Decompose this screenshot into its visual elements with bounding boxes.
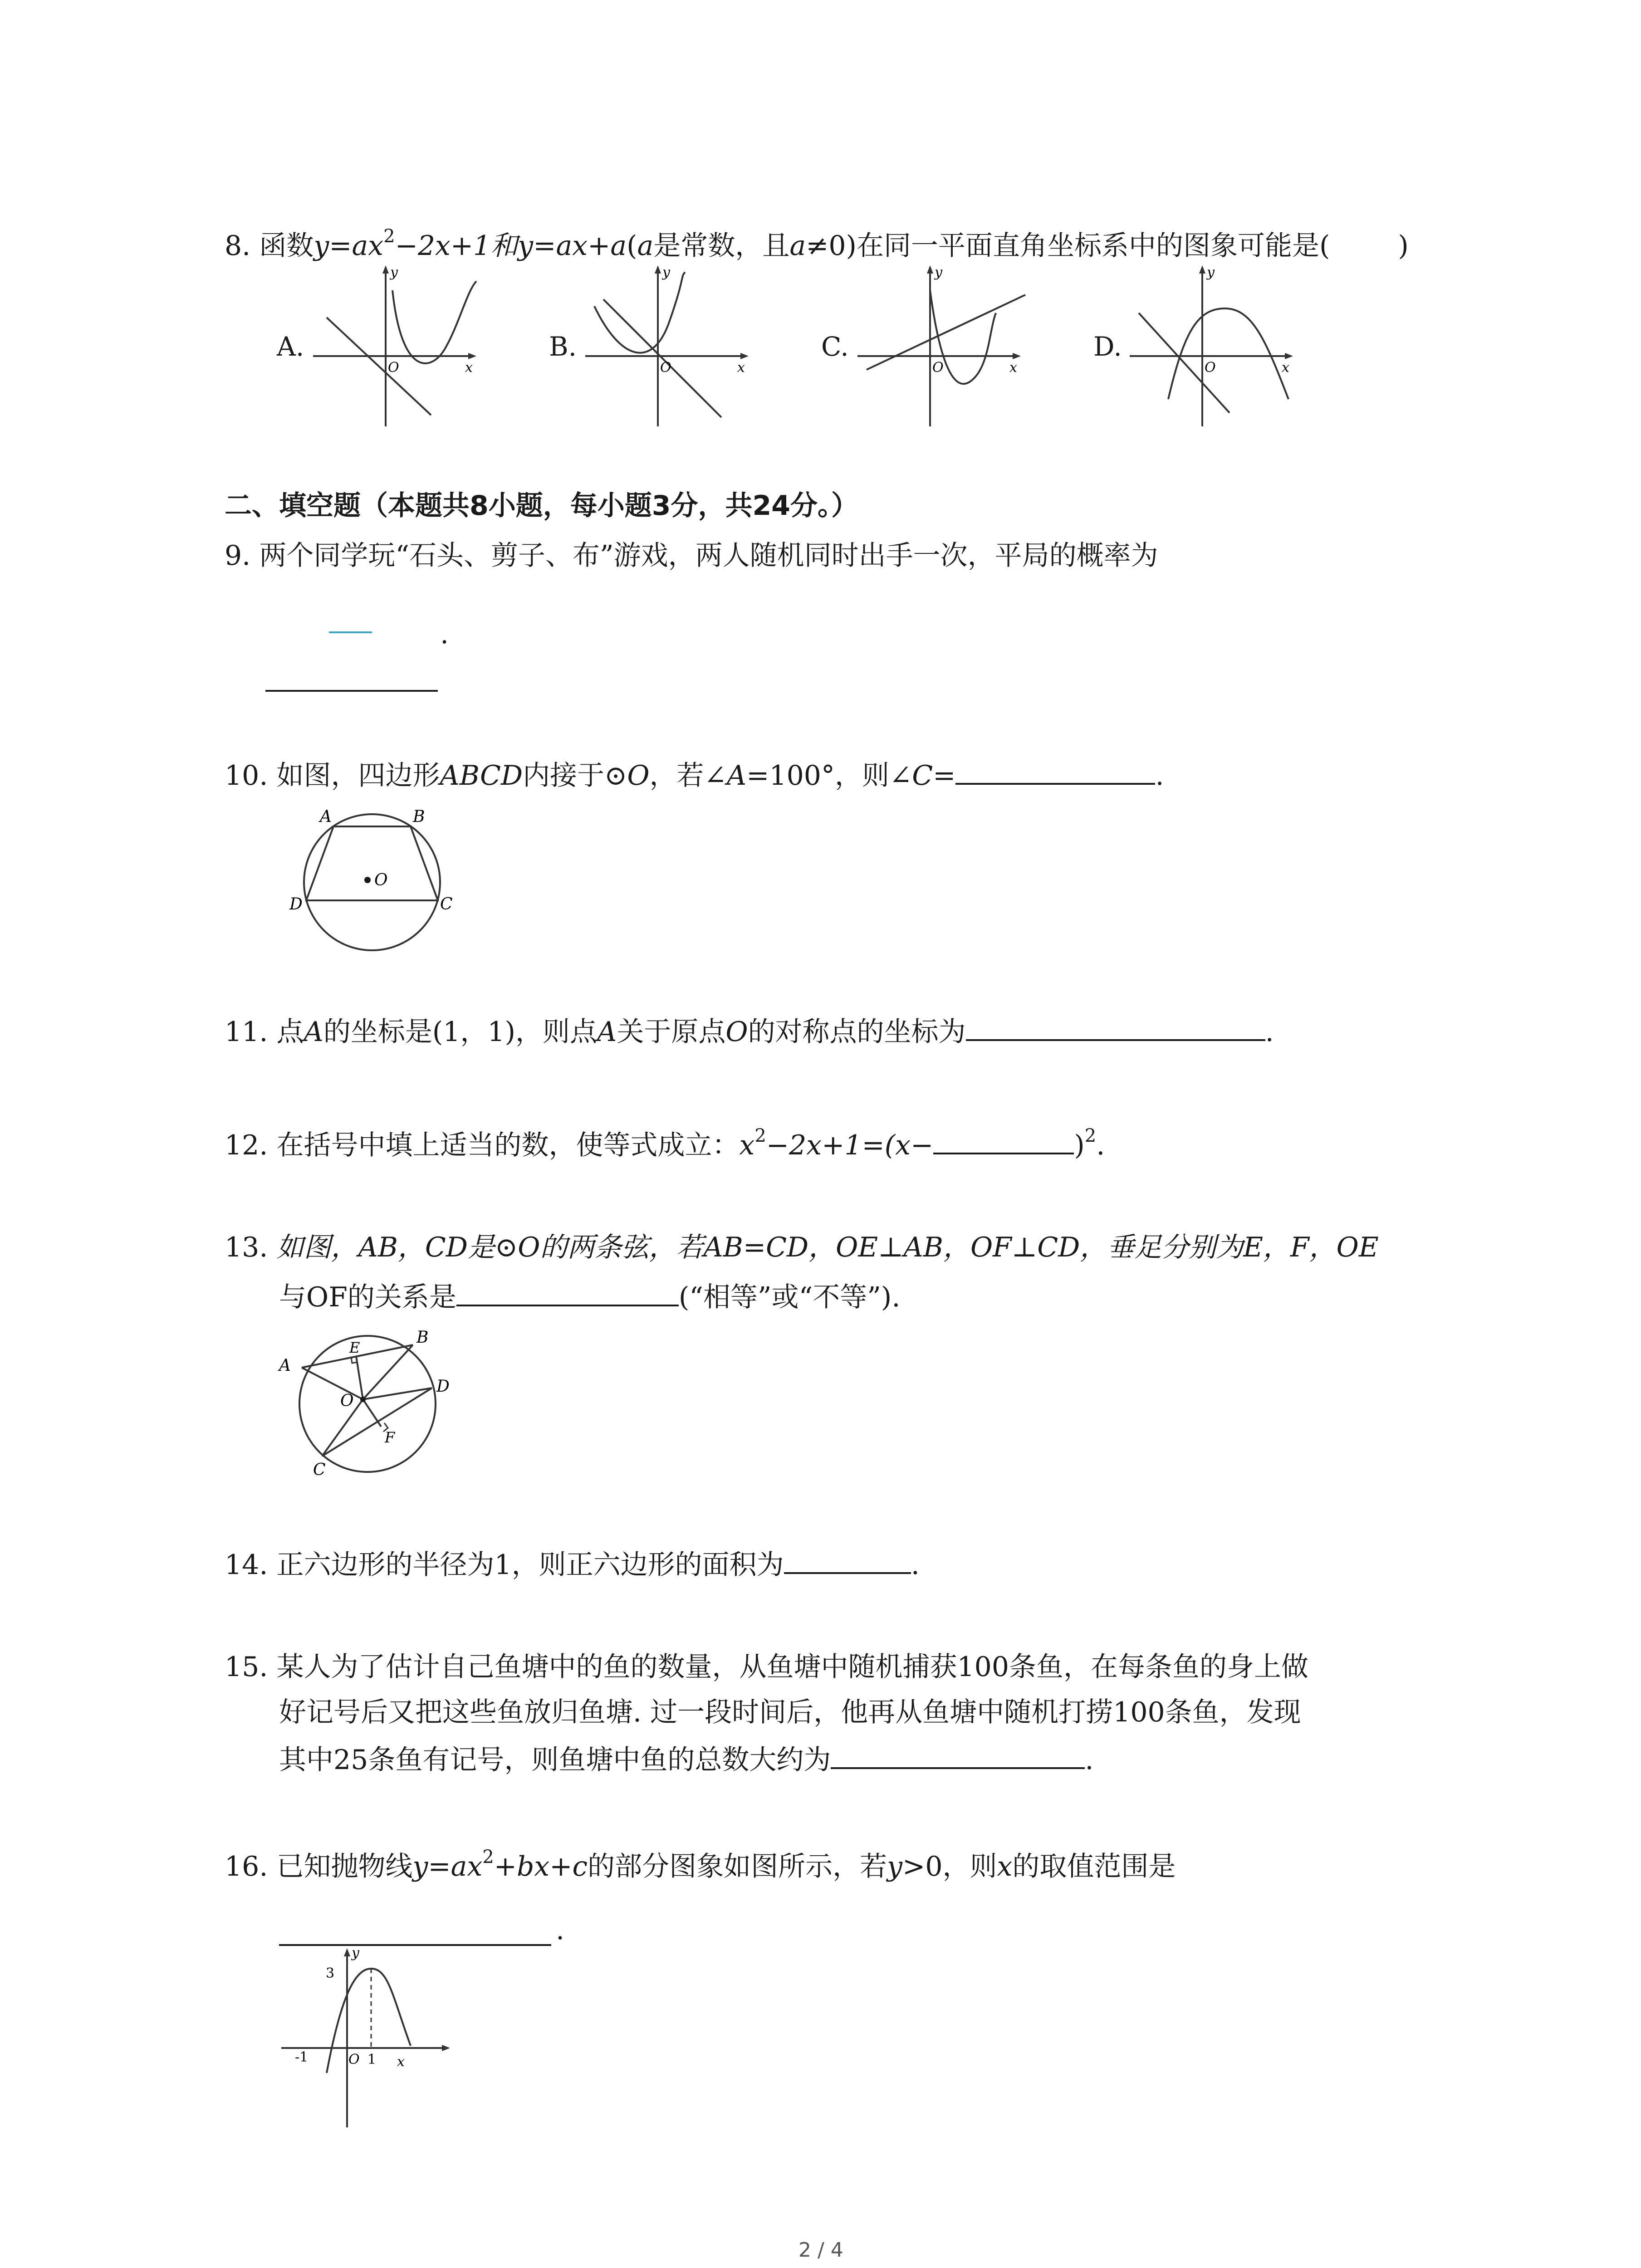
q10-answer-blank[interactable] (955, 782, 1155, 785)
q11-answer-blank[interactable] (966, 1039, 1265, 1041)
q9-answer-blank[interactable] (265, 689, 438, 692)
q15-answer-blank[interactable] (831, 1767, 1085, 1769)
option-d-label: D. (1093, 331, 1122, 362)
svg-text:x: x (465, 360, 473, 376)
svg-text:y: y (662, 264, 670, 280)
question-9: 9. 两个同学玩“石头、剪子、布”游戏，两人随机同时出手一次，平局的概率为 (225, 540, 1158, 572)
svg-text:O: O (1205, 360, 1216, 376)
question-15-line-3: 其中25条鱼有记号，则鱼塘中鱼的总数大约为 . (279, 1744, 1094, 1776)
svg-text:C: C (313, 1461, 326, 1479)
svg-text:1: 1 (367, 2052, 377, 2068)
option-b-label: B. (549, 331, 577, 362)
q13-answer-blank[interactable] (456, 1304, 679, 1306)
svg-text:O: O (340, 1392, 354, 1410)
option-b-graph (585, 263, 767, 426)
option-a-label: A. (277, 331, 304, 362)
q10-circle-figure (281, 798, 472, 966)
option-c-graph (857, 263, 1039, 426)
svg-text:D: D (436, 1377, 450, 1396)
svg-text:x: x (1009, 360, 1017, 376)
svg-text:A: A (320, 807, 332, 826)
question-15-line-2: 好记号后又把这些鱼放归鱼塘. 过一段时间后，他再从鱼塘中随机打捞100条鱼，发现 (279, 1696, 1301, 1728)
svg-text:y: y (390, 264, 398, 280)
q9-period: . (440, 618, 449, 650)
q12-answer-blank[interactable] (933, 1152, 1074, 1154)
question-10: 10. 如图，四边形ABCD内接于⊙O，若∠A=100°，则∠C= . (225, 760, 1164, 792)
svg-text:O: O (374, 871, 388, 890)
question-14: 14. 正六边形的半径为1，则正六边形的面积为 . (225, 1549, 920, 1581)
q14-answer-blank[interactable] (784, 1572, 911, 1574)
svg-text:x: x (397, 2054, 405, 2070)
svg-text:3: 3 (326, 1965, 335, 1981)
question-11: 11. 点A的坐标是(1，1)，则点A关于原点O的对称点的坐标为 . (225, 1016, 1274, 1048)
svg-text:O: O (932, 360, 944, 376)
svg-text:B: B (416, 1328, 429, 1347)
q8-number: 8. (225, 230, 251, 262)
svg-text:A: A (279, 1356, 291, 1375)
svg-text:y: y (935, 264, 942, 280)
option-c-label: C. (821, 331, 849, 362)
question-15: 15. 某人为了估计自己鱼塘中的鱼的数量，从鱼塘中随机捕获100条鱼，在每条鱼的身上做 (225, 1651, 1309, 1683)
option-d-graph (1130, 263, 1311, 426)
option-a-graph (313, 263, 495, 426)
svg-text:E: E (349, 1339, 360, 1356)
svg-text:y: y (1207, 264, 1215, 280)
question-12: 12. 在括号中填上适当的数，使等式成立：$x^2-2x+1=(x- )^2$. (225, 1125, 1105, 1161)
question-13-line-2: 与OF的关系是 (“相等”或“不等”). (279, 1281, 901, 1313)
svg-text:-1: -1 (295, 2049, 309, 2065)
q9-teal-mark (329, 631, 372, 633)
svg-text:B: B (413, 807, 425, 826)
svg-text:D: D (289, 895, 303, 914)
q16-parabola-figure (272, 1941, 463, 2132)
q13-circle-figure (272, 1320, 472, 1492)
svg-text:O: O (660, 360, 671, 376)
svg-text:y: y (352, 1945, 359, 1961)
section-2-heading: 二、填空题（本题共8小题，每小题3分，共24分。） (225, 490, 858, 522)
svg-text:O: O (348, 2052, 360, 2068)
svg-text:F: F (385, 1429, 395, 1446)
q16-period: . (556, 1914, 565, 1946)
svg-text:x: x (1282, 360, 1289, 376)
svg-text:C: C (440, 895, 453, 914)
svg-text:O: O (388, 360, 399, 376)
question-8: 8. 函数$y=ax^2-2x+1$和y=ax+a(a是常数，且a≠0)在同一平面直角坐标系中的图象可能是( ) (225, 226, 1409, 262)
question-16: 16. 已知抛物线$y=ax^2+bx+c$的部分图象如图所示，若y>0，则x的取值范围是 (225, 1847, 1176, 1882)
svg-text:x: x (737, 360, 745, 376)
question-13: 13. 如图，AB，CD是⊙O的两条弦，若AB=CD，OE⊥AB，OF⊥CD，垂足分别为E，F，OE (225, 1232, 1379, 1263)
page-number: 2 / 4 (798, 2239, 843, 2262)
